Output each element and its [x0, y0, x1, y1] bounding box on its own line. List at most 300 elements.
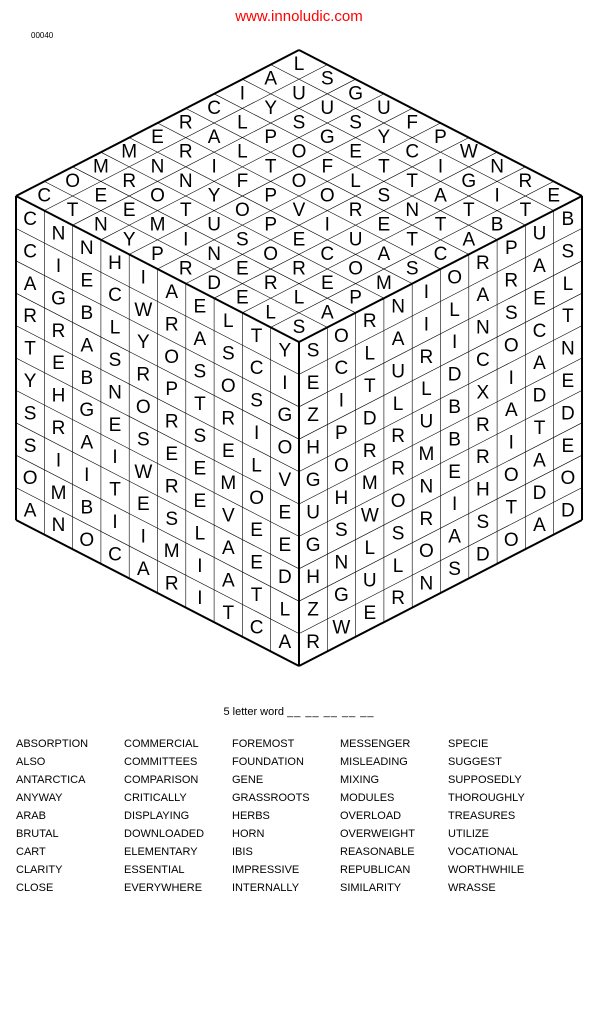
- left_face-letter[interactable]: L: [223, 311, 234, 333]
- top_face-letter[interactable]: O: [348, 258, 363, 280]
- top_face-letter[interactable]: P: [264, 214, 278, 236]
- top_face-letter[interactable]: R: [178, 141, 193, 163]
- right_face-letter[interactable]: N: [334, 552, 349, 574]
- left_face-letter[interactable]: T: [250, 585, 263, 606]
- right_face-letter[interactable]: G: [305, 534, 321, 556]
- left_face-letter[interactable]: B: [80, 367, 94, 389]
- left_face-letter[interactable]: N: [108, 382, 122, 404]
- top_face-letter[interactable]: C: [320, 243, 335, 265]
- left_face-letter[interactable]: R: [51, 418, 66, 439]
- left_face-letter[interactable]: P: [165, 379, 179, 401]
- right_face-letter[interactable]: L: [392, 393, 404, 415]
- left_face-letter[interactable]: A: [136, 559, 150, 580]
- top_face-letter[interactable]: F: [406, 112, 419, 134]
- left_face-letter[interactable]: L: [251, 455, 262, 477]
- top_face-letter[interactable]: L: [293, 54, 305, 76]
- left_face-letter[interactable]: R: [164, 314, 179, 336]
- right_face-letter[interactable]: X: [476, 382, 490, 404]
- right_face-letter[interactable]: N: [419, 476, 434, 498]
- top_face-letter[interactable]: I: [324, 214, 330, 236]
- right_face-letter[interactable]: R: [391, 426, 405, 448]
- right_face-letter[interactable]: D: [447, 364, 462, 386]
- top_face-letter[interactable]: U: [207, 214, 221, 236]
- left_face-letter[interactable]: S: [108, 350, 122, 371]
- left_face-letter[interactable]: R: [51, 320, 66, 342]
- right_face-letter[interactable]: O: [503, 529, 519, 551]
- left_face-letter[interactable]: I: [55, 450, 62, 472]
- right_face-letter[interactable]: A: [533, 353, 546, 375]
- left_face-letter[interactable]: I: [197, 588, 203, 610]
- top_face-letter[interactable]: I: [211, 156, 217, 178]
- left_face-letter[interactable]: N: [79, 238, 94, 260]
- left_face-letter[interactable]: M: [220, 473, 237, 495]
- left_face-letter[interactable]: V: [278, 470, 292, 491]
- top_face-letter[interactable]: O: [291, 170, 307, 192]
- top_face-letter[interactable]: U: [348, 229, 363, 251]
- top_face-letter[interactable]: P: [264, 185, 278, 207]
- top_face-letter[interactable]: O: [65, 170, 80, 192]
- top_face-letter[interactable]: O: [263, 243, 279, 265]
- left_face-letter[interactable]: D: [278, 567, 292, 589]
- left_face-letter[interactable]: E: [193, 296, 207, 318]
- right_face-letter[interactable]: B: [448, 429, 461, 451]
- top_face-letter[interactable]: C: [37, 185, 52, 207]
- left_face-letter[interactable]: M: [50, 482, 67, 504]
- right_face-letter[interactable]: S: [335, 520, 348, 542]
- right_face-letter[interactable]: O: [390, 491, 406, 512]
- right_face-letter[interactable]: T: [505, 497, 518, 519]
- top_face-letter[interactable]: S: [349, 112, 362, 134]
- left_face-letter[interactable]: G: [51, 288, 66, 310]
- right_face-letter[interactable]: C: [476, 350, 490, 371]
- top_face-letter[interactable]: A: [462, 229, 476, 251]
- left_face-letter[interactable]: E: [278, 502, 292, 524]
- top_face-letter[interactable]: S: [377, 185, 391, 207]
- top_face-letter[interactable]: A: [264, 68, 278, 90]
- right_face-letter[interactable]: S: [504, 303, 518, 324]
- right_face-letter[interactable]: N: [419, 573, 434, 595]
- top_face-letter[interactable]: Y: [207, 185, 221, 207]
- right_face-letter[interactable]: D: [362, 408, 377, 430]
- top_face-letter[interactable]: I: [437, 156, 444, 178]
- top_face-letter[interactable]: R: [263, 273, 278, 295]
- top_face-letter[interactable]: E: [349, 141, 362, 163]
- top_face-letter[interactable]: N: [490, 156, 504, 178]
- left_face-letter[interactable]: I: [55, 256, 62, 277]
- top_face-letter[interactable]: O: [235, 200, 250, 222]
- top_face-letter[interactable]: I: [183, 229, 189, 251]
- right_face-letter[interactable]: E: [306, 372, 320, 394]
- right_face-letter[interactable]: E: [561, 435, 575, 457]
- right_face-letter[interactable]: T: [363, 376, 376, 397]
- top_face-letter[interactable]: T: [519, 200, 532, 222]
- top_face-letter[interactable]: M: [149, 214, 166, 236]
- top_face-letter[interactable]: M: [92, 156, 109, 178]
- top_face-letter[interactable]: N: [94, 214, 108, 236]
- left_face-letter[interactable]: B: [80, 303, 94, 324]
- right_face-letter[interactable]: O: [503, 335, 519, 357]
- left_face-letter[interactable]: T: [250, 325, 263, 347]
- left_face-letter[interactable]: L: [194, 523, 206, 545]
- top_face-letter[interactable]: C: [207, 97, 221, 119]
- top_face-letter[interactable]: P: [151, 243, 164, 265]
- left_face-letter[interactable]: S: [23, 403, 37, 425]
- right_face-letter[interactable]: Z: [307, 405, 319, 427]
- left_face-letter[interactable]: B: [80, 497, 94, 519]
- left_face-letter[interactable]: E: [80, 270, 94, 292]
- top_face-letter[interactable]: L: [237, 112, 248, 134]
- top_face-letter[interactable]: U: [377, 97, 391, 119]
- left_face-letter[interactable]: A: [193, 329, 207, 350]
- top_face-letter[interactable]: N: [207, 243, 221, 265]
- left_face-letter[interactable]: E: [278, 534, 292, 556]
- top_face-letter[interactable]: E: [292, 229, 306, 251]
- right_face-letter[interactable]: G: [334, 585, 349, 606]
- left_face-letter[interactable]: R: [164, 411, 179, 433]
- right_face-letter[interactable]: U: [362, 570, 377, 592]
- right_face-letter[interactable]: S: [448, 559, 461, 580]
- site-url-link[interactable]: www.innoludic.com: [235, 8, 363, 25]
- left_face-letter[interactable]: A: [221, 570, 235, 592]
- right_face-letter[interactable]: I: [508, 432, 514, 454]
- top_face-letter[interactable]: T: [264, 156, 277, 178]
- left_face-letter[interactable]: C: [249, 358, 264, 380]
- right_face-letter[interactable]: P: [335, 423, 348, 444]
- right_face-letter[interactable]: D: [476, 544, 490, 566]
- right_face-letter[interactable]: D: [532, 482, 547, 504]
- right_face-letter[interactable]: D: [532, 385, 547, 407]
- right_face-letter[interactable]: D: [561, 403, 575, 425]
- left_face-letter[interactable]: A: [165, 282, 179, 303]
- left_face-letter[interactable]: I: [197, 555, 203, 577]
- left_face-letter[interactable]: O: [277, 437, 293, 459]
- top_face-letter[interactable]: P: [264, 127, 278, 149]
- top_face-letter[interactable]: F: [236, 170, 249, 192]
- left_face-letter[interactable]: E: [250, 520, 263, 542]
- left_face-letter[interactable]: O: [220, 376, 236, 397]
- top_face-letter[interactable]: P: [434, 127, 447, 149]
- top_face-letter[interactable]: N: [178, 170, 193, 192]
- right_face-letter[interactable]: I: [451, 332, 458, 354]
- left_face-letter[interactable]: L: [279, 599, 291, 621]
- top_face-letter[interactable]: T: [462, 200, 475, 222]
- left_face-letter[interactable]: C: [108, 544, 122, 566]
- right_face-letter[interactable]: I: [508, 367, 514, 389]
- right_face-letter[interactable]: A: [476, 285, 490, 307]
- top_face-letter[interactable]: C: [433, 243, 448, 265]
- top_face-letter[interactable]: E: [236, 287, 249, 309]
- left_face-letter[interactable]: C: [249, 617, 264, 639]
- top_face-letter[interactable]: R: [178, 258, 193, 280]
- top_face-letter[interactable]: L: [237, 141, 248, 163]
- top_face-letter[interactable]: E: [94, 185, 108, 207]
- top_face-letter[interactable]: T: [406, 229, 419, 251]
- right_face-letter[interactable]: A: [533, 450, 546, 472]
- top_face-letter[interactable]: S: [320, 68, 334, 90]
- right_face-letter[interactable]: I: [451, 494, 458, 516]
- right_face-letter[interactable]: U: [419, 411, 434, 433]
- right_face-letter[interactable]: E: [561, 371, 575, 392]
- left_face-letter[interactable]: H: [108, 252, 122, 274]
- top_face-letter[interactable]: O: [150, 185, 165, 207]
- top_face-letter[interactable]: E: [320, 273, 334, 295]
- left_face-letter[interactable]: S: [23, 435, 37, 457]
- top_face-letter[interactable]: L: [350, 170, 361, 192]
- left_face-letter[interactable]: O: [164, 346, 180, 368]
- left_face-letter[interactable]: N: [51, 223, 66, 245]
- right_face-letter[interactable]: A: [533, 515, 546, 537]
- left_face-letter[interactable]: E: [250, 552, 263, 574]
- right_face-letter[interactable]: L: [421, 379, 432, 401]
- left_face-letter[interactable]: A: [278, 632, 292, 653]
- left_face-letter[interactable]: O: [135, 397, 151, 418]
- top_face-letter[interactable]: Y: [377, 127, 391, 149]
- left_face-letter[interactable]: A: [23, 273, 37, 295]
- top_face-letter[interactable]: E: [377, 214, 391, 236]
- left_face-letter[interactable]: R: [164, 476, 179, 498]
- right_face-letter[interactable]: U: [306, 502, 320, 524]
- top_face-letter[interactable]: O: [291, 141, 307, 163]
- left_face-letter[interactable]: S: [250, 390, 263, 412]
- top_face-letter[interactable]: S: [292, 112, 306, 134]
- left_face-letter[interactable]: E: [165, 444, 179, 465]
- right_face-letter[interactable]: R: [391, 588, 405, 610]
- left_face-letter[interactable]: S: [193, 361, 207, 383]
- top_face-letter[interactable]: T: [406, 170, 419, 192]
- top_face-letter[interactable]: U: [292, 83, 306, 105]
- right_face-letter[interactable]: R: [306, 632, 320, 653]
- top_face-letter[interactable]: L: [293, 287, 305, 309]
- top_face-letter[interactable]: S: [405, 258, 419, 280]
- right_face-letter[interactable]: L: [562, 273, 574, 295]
- left_face-letter[interactable]: T: [222, 602, 235, 624]
- top_face-letter[interactable]: P: [349, 287, 362, 309]
- left_face-letter[interactable]: G: [79, 400, 95, 422]
- top_face-letter[interactable]: N: [150, 156, 165, 178]
- top_face-letter[interactable]: R: [292, 258, 306, 280]
- right_face-letter[interactable]: T: [562, 306, 574, 328]
- top_face-letter[interactable]: S: [236, 229, 249, 251]
- left_face-letter[interactable]: T: [24, 338, 36, 360]
- top_face-letter[interactable]: T: [179, 200, 192, 222]
- right_face-letter[interactable]: L: [364, 538, 376, 559]
- left_face-letter[interactable]: C: [23, 241, 37, 263]
- right_face-letter[interactable]: R: [476, 414, 490, 436]
- left_face-letter[interactable]: T: [109, 479, 121, 501]
- left_face-letter[interactable]: S: [193, 426, 207, 448]
- top_face-letter[interactable]: T: [66, 200, 79, 222]
- top_face-letter[interactable]: N: [405, 200, 420, 222]
- right_face-letter[interactable]: R: [419, 346, 434, 368]
- right_face-letter[interactable]: L: [364, 343, 376, 365]
- right_face-letter[interactable]: I: [423, 314, 430, 336]
- left_face-letter[interactable]: S: [221, 343, 235, 365]
- left_face-letter[interactable]: T: [194, 393, 206, 415]
- right_face-letter[interactable]: O: [560, 468, 576, 490]
- top_face-letter[interactable]: G: [461, 170, 477, 192]
- right_face-letter[interactable]: R: [362, 440, 377, 462]
- right_face-letter[interactable]: L: [392, 555, 404, 577]
- right_face-letter[interactable]: W: [360, 505, 379, 527]
- left_face-letter[interactable]: G: [277, 405, 293, 427]
- left_face-letter[interactable]: A: [221, 538, 235, 559]
- right_face-letter[interactable]: S: [561, 241, 575, 263]
- top_face-letter[interactable]: R: [178, 112, 193, 134]
- right_face-letter[interactable]: M: [361, 473, 378, 495]
- left_face-letter[interactable]: L: [109, 317, 121, 339]
- left_face-letter[interactable]: H: [51, 385, 66, 407]
- left_face-letter[interactable]: S: [136, 429, 150, 451]
- right_face-letter[interactable]: A: [448, 526, 461, 548]
- right_face-letter[interactable]: B: [561, 209, 575, 230]
- top_face-letter[interactable]: A: [207, 127, 221, 149]
- left_face-letter[interactable]: A: [80, 335, 94, 357]
- right_face-letter[interactable]: W: [332, 617, 351, 639]
- top_face-letter[interactable]: E: [547, 185, 561, 207]
- left_face-letter[interactable]: R: [164, 573, 179, 595]
- top_face-letter[interactable]: T: [378, 156, 390, 178]
- top_face-letter[interactable]: U: [320, 97, 335, 119]
- right_face-letter[interactable]: D: [561, 500, 575, 522]
- left_face-letter[interactable]: N: [51, 515, 66, 537]
- left_face-letter[interactable]: W: [134, 299, 153, 321]
- right_face-letter[interactable]: I: [338, 390, 345, 412]
- left_face-letter[interactable]: R: [23, 306, 37, 328]
- right_face-letter[interactable]: O: [419, 541, 434, 563]
- right_face-letter[interactable]: R: [476, 447, 490, 469]
- right_face-letter[interactable]: Z: [307, 599, 319, 621]
- top_face-letter[interactable]: Y: [122, 229, 136, 251]
- right_face-letter[interactable]: H: [334, 487, 349, 509]
- right_face-letter[interactable]: H: [476, 479, 490, 501]
- left_face-letter[interactable]: E: [193, 458, 207, 480]
- left_face-letter[interactable]: M: [163, 541, 180, 563]
- top_face-letter[interactable]: D: [207, 273, 221, 295]
- left_face-letter[interactable]: I: [84, 465, 90, 486]
- right_face-letter[interactable]: G: [305, 470, 321, 491]
- top_face-letter[interactable]: I: [494, 185, 500, 207]
- left_face-letter[interactable]: W: [134, 461, 153, 483]
- right_face-letter[interactable]: T: [533, 418, 546, 439]
- left_face-letter[interactable]: E: [221, 440, 235, 462]
- top_face-letter[interactable]: E: [236, 258, 249, 280]
- top_face-letter[interactable]: T: [434, 214, 447, 236]
- top_face-letter[interactable]: M: [121, 141, 138, 163]
- left_face-letter[interactable]: V: [221, 505, 235, 527]
- right_face-letter[interactable]: N: [561, 338, 575, 360]
- top_face-letter[interactable]: L: [265, 302, 276, 324]
- right_face-letter[interactable]: O: [334, 455, 349, 477]
- top_face-letter[interactable]: R: [518, 170, 533, 192]
- right_face-letter[interactable]: E: [363, 602, 377, 624]
- top_face-letter[interactable]: B: [490, 214, 504, 236]
- left_face-letter[interactable]: A: [23, 500, 37, 522]
- right_face-letter[interactable]: I: [423, 282, 430, 303]
- left_face-letter[interactable]: R: [136, 364, 151, 386]
- right_face-letter[interactable]: C: [532, 320, 547, 342]
- top_face-letter[interactable]: I: [239, 83, 246, 105]
- right_face-letter[interactable]: O: [503, 465, 519, 486]
- left_face-letter[interactable]: E: [52, 353, 65, 375]
- right_face-letter[interactable]: R: [504, 270, 519, 292]
- right_face-letter[interactable]: A: [533, 256, 546, 277]
- left_face-letter[interactable]: E: [108, 414, 122, 436]
- top_face-letter[interactable]: E: [151, 127, 164, 149]
- top_face-letter[interactable]: R: [122, 170, 137, 192]
- top_face-letter[interactable]: W: [459, 141, 478, 163]
- top_face-letter[interactable]: F: [321, 156, 334, 178]
- top_face-letter[interactable]: C: [405, 141, 420, 163]
- top_face-letter[interactable]: O: [319, 185, 335, 207]
- right_face-letter[interactable]: R: [419, 508, 434, 530]
- right_face-letter[interactable]: R: [391, 458, 405, 480]
- right_face-letter[interactable]: U: [532, 223, 547, 245]
- left_face-letter[interactable]: C: [23, 209, 37, 230]
- right_face-letter[interactable]: H: [306, 567, 320, 589]
- left_face-letter[interactable]: O: [249, 487, 264, 509]
- right_face-letter[interactable]: U: [391, 361, 405, 383]
- right_face-letter[interactable]: R: [476, 252, 490, 274]
- top_face-letter[interactable]: A: [320, 302, 334, 324]
- top_face-letter[interactable]: A: [434, 185, 447, 207]
- right_face-letter[interactable]: P: [504, 238, 518, 260]
- top_face-letter[interactable]: G: [348, 83, 363, 105]
- right_face-letter[interactable]: N: [391, 296, 405, 318]
- right_face-letter[interactable]: S: [476, 512, 490, 533]
- top_face-letter[interactable]: M: [375, 273, 392, 295]
- left_face-letter[interactable]: I: [140, 267, 146, 289]
- left_face-letter[interactable]: Y: [136, 332, 150, 354]
- left_face-letter[interactable]: O: [22, 468, 38, 490]
- top_face-letter[interactable]: V: [292, 200, 306, 222]
- right_face-letter[interactable]: N: [476, 317, 490, 339]
- left_face-letter[interactable]: Y: [278, 340, 292, 362]
- right_face-letter[interactable]: O: [447, 267, 462, 289]
- top_face-letter[interactable]: A: [377, 243, 391, 265]
- right_face-letter[interactable]: R: [362, 311, 377, 333]
- left_face-letter[interactable]: C: [108, 285, 122, 307]
- top_face-letter[interactable]: R: [348, 200, 363, 222]
- left_face-letter[interactable]: I: [253, 423, 260, 444]
- left_face-letter[interactable]: A: [80, 432, 94, 454]
- left_face-letter[interactable]: S: [165, 508, 179, 530]
- left_face-letter[interactable]: O: [79, 529, 95, 551]
- left_face-letter[interactable]: E: [136, 494, 150, 516]
- right_face-letter[interactable]: B: [448, 397, 461, 418]
- right_face-letter[interactable]: A: [504, 400, 518, 422]
- left_face-letter[interactable]: I: [112, 447, 118, 469]
- left_face-letter[interactable]: R: [221, 408, 236, 430]
- right_face-letter[interactable]: S: [391, 523, 405, 545]
- top_face-letter[interactable]: S: [292, 316, 306, 338]
- left_face-letter[interactable]: I: [112, 512, 118, 533]
- right_face-letter[interactable]: E: [448, 461, 461, 483]
- left_face-letter[interactable]: E: [193, 491, 207, 512]
- right_face-letter[interactable]: L: [449, 299, 460, 321]
- right_face-letter[interactable]: M: [418, 444, 435, 465]
- right_face-letter[interactable]: E: [533, 288, 546, 310]
- right_face-letter[interactable]: O: [334, 325, 349, 347]
- right_face-letter[interactable]: S: [306, 340, 320, 362]
- left_face-letter[interactable]: I: [282, 372, 288, 394]
- right_face-letter[interactable]: A: [391, 329, 405, 350]
- top_face-letter[interactable]: E: [122, 200, 136, 222]
- top_face-letter[interactable]: G: [319, 127, 335, 149]
- top_face-letter[interactable]: Y: [264, 97, 278, 119]
- right_face-letter[interactable]: H: [306, 437, 320, 459]
- left_face-letter[interactable]: I: [140, 526, 146, 548]
- left_face-letter[interactable]: Y: [23, 371, 37, 392]
